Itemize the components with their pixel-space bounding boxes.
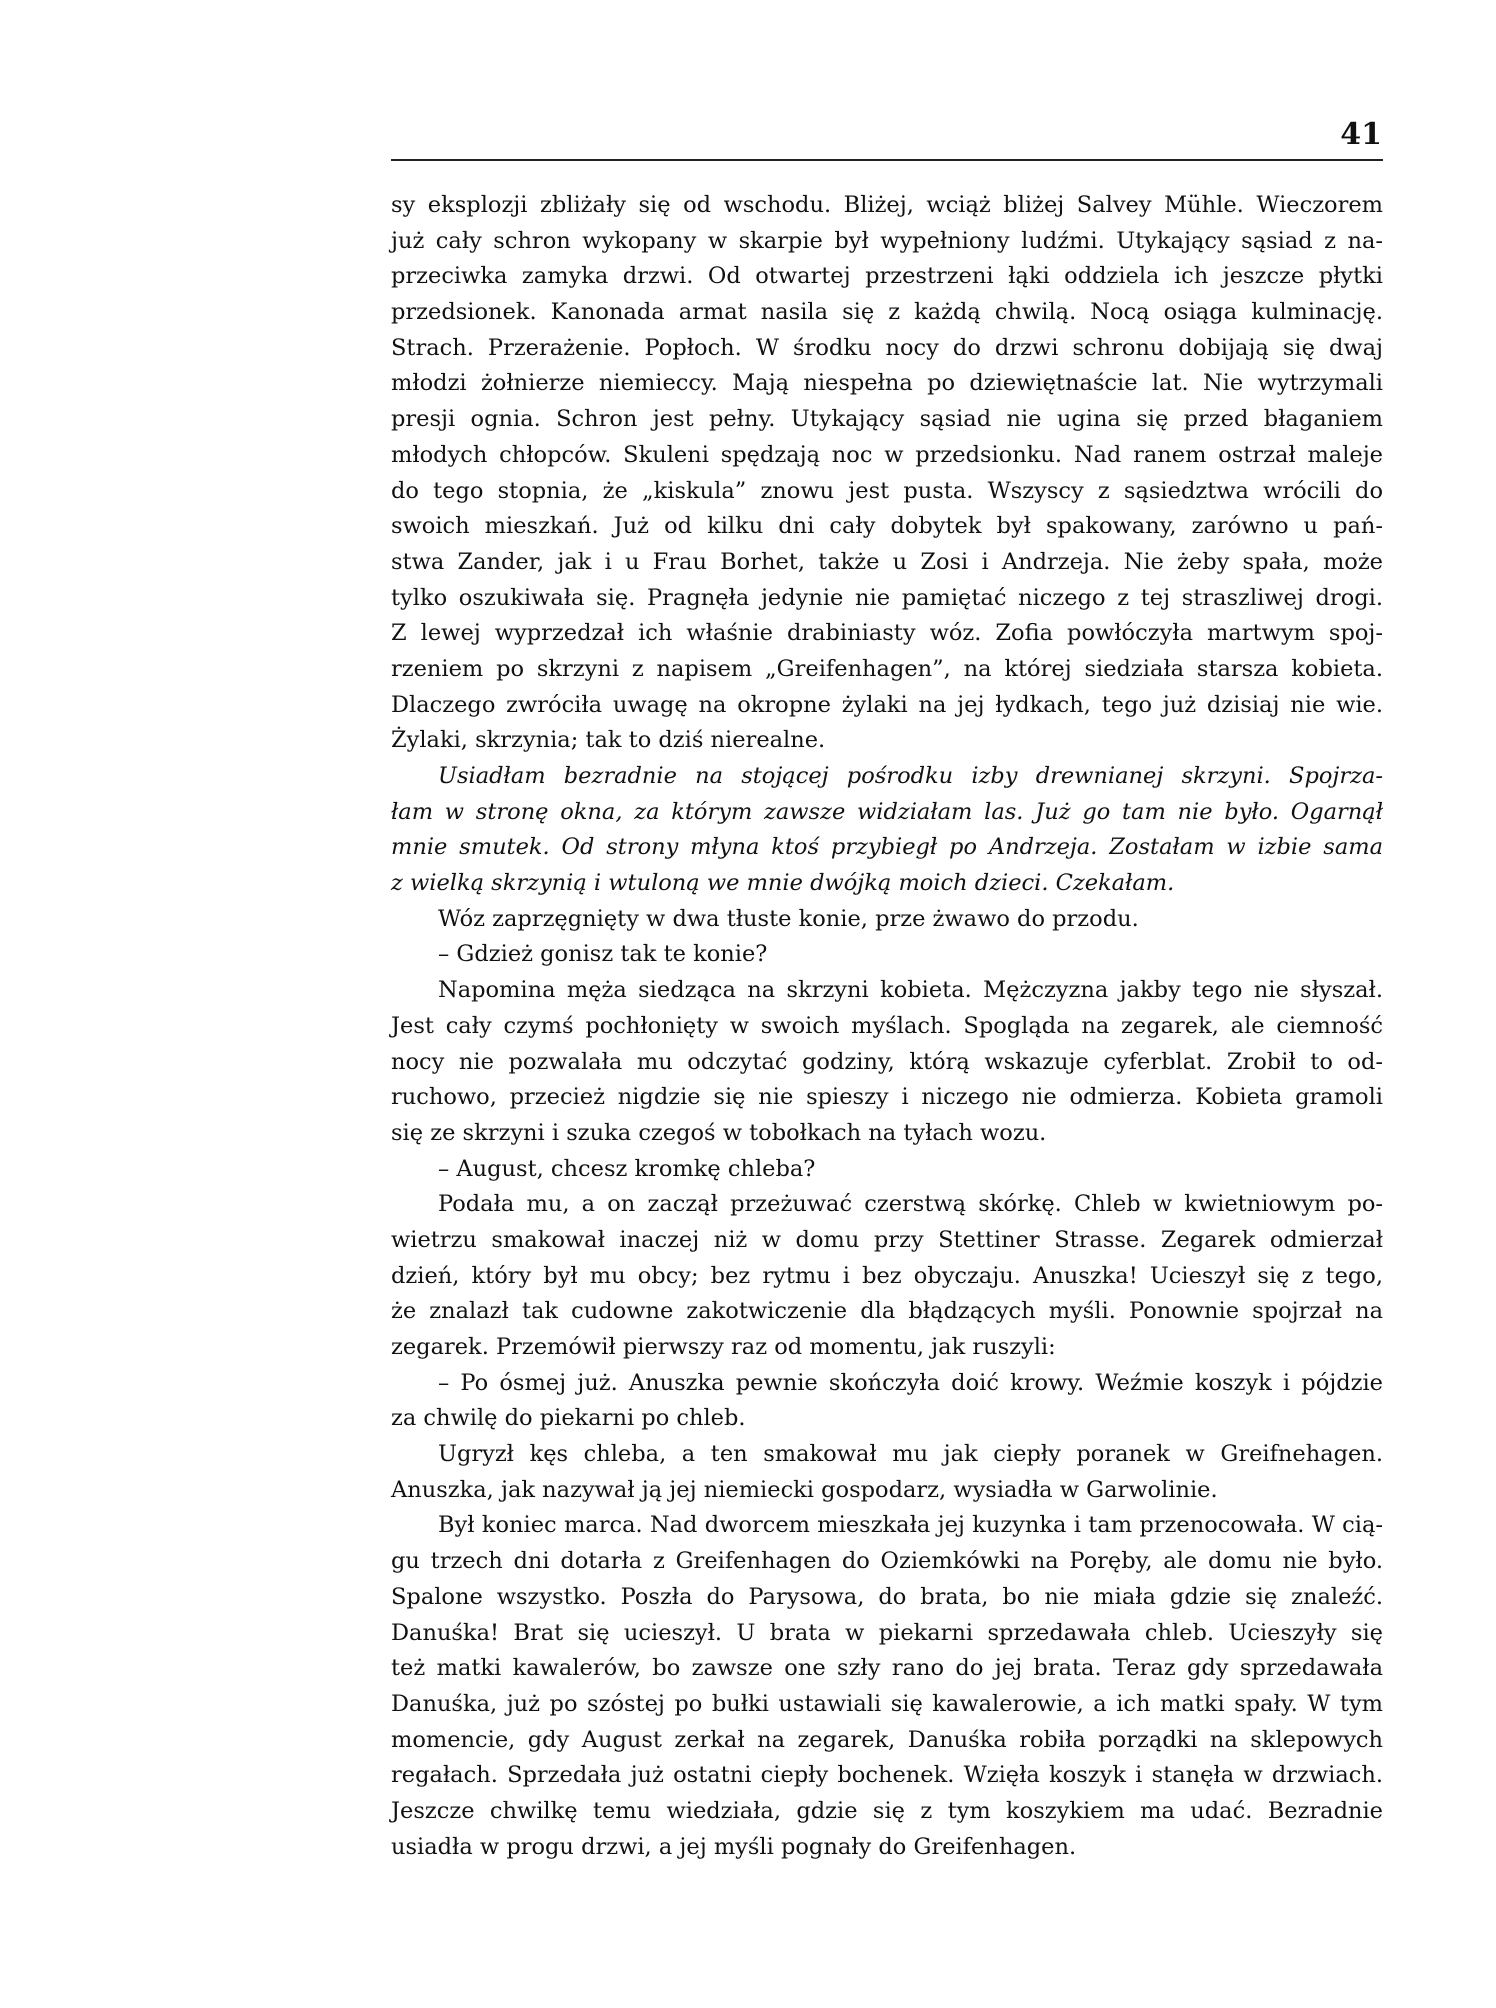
text-line: że znalazł tak cudowne zakotwiczenie dla błądzących myśli. Ponownie spojrzał na <box>391 1298 1383 1325</box>
text-line: – Po ósmej już. Anuszka pewnie skończyła doić krowy. Weźmie koszyk i pójdzie <box>438 1369 1383 1396</box>
text-line: wietrzu smakował inaczej niż w domu przy Stettiner Strasse. Zegarek odmierzał <box>391 1226 1383 1253</box>
page-number: 41 <box>1340 117 1382 152</box>
text-line: młodzi żołnierze niemieccy. Mają niespełna po dziewiętnaście lat. Nie wytrzymali <box>391 370 1383 397</box>
text-line: zegarek. Przemówił pierwszy raz od momentu, jak ruszyli: <box>391 1334 1056 1360</box>
text-line: młodych chłopców. Skuleni spędzają noc w przedsionku. Nad ranem ostrzał maleje <box>391 441 1383 468</box>
text-line: przedsionek. Kanonada armat nasila się z każdą chwilą. Nocą osiąga kulminację. <box>391 299 1383 326</box>
text-line: Spalone wszystko. Poszła do Parysowa, do brata, bo nie miała gdzie się znaleźć. <box>391 1583 1383 1610</box>
text-line: dzień, który był mu obcy; bez rytmu i bez obyczaju. Anuszka! Ucieszył się z tego, <box>391 1262 1383 1289</box>
text-line: Dlaczego zwróciła uwagę na okropne żylaki na jej łydkach, tego już dzisiaj nie wie. <box>391 691 1383 718</box>
text-line: nocy nie pozwalała mu odczytać godziny, którą wskazuje cyferblat. Zrobił to od- <box>391 1048 1383 1075</box>
text-line: przeciwka zamyka drzwi. Od otwartej przestrzeni łąki oddziela ich jeszcze płytki <box>391 263 1383 290</box>
text-line: Jeszcze chwilkę temu wiedziała, gdzie się z tym koszykiem ma udać. Bezradnie <box>391 1797 1383 1824</box>
text-line: Napomina męża siedząca na skrzyni kobieta. Mężczyzna jakby tego nie słyszał. <box>438 977 1383 1004</box>
text-line: się ze skrzyni i szuka czegoś w tobołkach na tyłach wozu. <box>391 1119 1047 1146</box>
header-rule <box>391 159 1383 161</box>
text-line: już cały schron wykopany w skarpie był wypełniony ludźmi. Utykający sąsiad z na- <box>391 227 1383 254</box>
text-line: Strach. Przerażenie. Popłoch. W środku nocy do drzwi schronu dobijają się dwaj <box>391 334 1383 361</box>
text-line: – August, chcesz kromkę chleba? <box>438 1155 816 1182</box>
text-line: sy eksplozji zbliżały się od wschodu. Bliżej, wciąż bliżej Salvey Mühle. Wieczorem <box>391 192 1383 218</box>
text-line: Danuśka, już po szóstej po bułki ustawiali się kawalerowie, a ich matki spały. W tym <box>391 1690 1383 1717</box>
text-line: stwa Zander, jak i u Frau Borhet, także u Zosi i Andrzeja. Nie żeby spała, może <box>391 548 1383 575</box>
text-line: usiadła w progu drzwi, a jej myśli pognały do Greifenhagen. <box>391 1833 1077 1860</box>
text-line: Podała mu, a on zaczął przeżuwać czerstwą skórkę. Chleb w kwietniowym po- <box>438 1191 1383 1218</box>
text-line: gu trzech dni dotarła z Greifenhagen do Oziemkówki na Poręby, ale domu nie było. <box>391 1548 1383 1575</box>
text-line: regałach. Sprzedała już ostatni ciepły bochenek. Wzięła koszyk i stanęła w drzwiach. <box>391 1762 1383 1789</box>
text-line: Z lewej wyprzedzał ich właśnie drabiniasty wóz. Zofia powłóczyła martwym spoj- <box>391 620 1383 647</box>
text-line: mnie smutek. Od strony młyna ktoś przybiegł po Andrzeja. Zostałam w izbie sama <box>391 834 1383 861</box>
text-line: Wóz zaprzęgnięty w dwa tłuste konie, prze żwawo do przodu. <box>438 905 1139 932</box>
text-line: – Gdzież gonisz tak te konie? <box>438 941 768 968</box>
text-line: Był koniec marca. Nad dworcem mieszkała jej kuzynka i tam przenocowała. W cią- <box>438 1512 1383 1539</box>
text-line: rzeniem po skrzyni z napisem „Greifenhagen”, na której siedziała starsza kobieta. <box>391 655 1383 682</box>
text-line: też matki kawalerów, bo zawsze one szły rano do jej brata. Teraz gdy sprzedawała <box>391 1655 1383 1682</box>
text-line: Ugryzł kęs chleba, a ten smakował mu jak ciepły poranek w Greifnehagen. <box>438 1441 1383 1468</box>
text-line: momencie, gdy August zerkał na zegarek, Danuśka robiła porządki na sklepowych <box>391 1726 1383 1753</box>
body-text <box>391 188 1383 1865</box>
text-line: Usiadłam bezradnie na stojącej pośrodku izby drewnianej skrzyni. Spojrza- <box>438 763 1383 789</box>
text-line: Anuszka, jak nazywał ją jej niemiecki gospodarz, wysiadła w Garwolinie. <box>391 1476 1218 1503</box>
text-line: ruchowo, przecież nigdzie się nie spieszy i niczego nie odmierza. Kobieta gramoli <box>391 1084 1383 1111</box>
text-line: za chwilę do piekarni po chleb. <box>391 1405 746 1432</box>
text-line: Żylaki, skrzynia; tak to dziś nierealne. <box>391 727 826 754</box>
text-line: łam w stronę okna, za którym zawsze widziałam las. Już go tam nie było. Ogarnął <box>391 798 1383 825</box>
text-line: presji ognia. Schron jest pełny. Utykający sąsiad nie ugina się przed błaganiem <box>391 406 1383 433</box>
text-line: tylko oszukiwała się. Pragnęła jedynie nie pamiętać niczego z tej straszliwej drogi. <box>391 584 1383 611</box>
text-line: Danuśka! Brat się ucieszył. U brata w piekarni sprzedawała chleb. Ucieszyły się <box>391 1619 1383 1646</box>
text-line: swoich mieszkań. Już od kilku dni cały dobytek był spakowany, zarówno u pań- <box>391 513 1383 540</box>
text-line: do tego stopnia, że „kiskula” znowu jest pusta. Wszyscy z sąsiedztwa wrócili do <box>391 477 1383 504</box>
text-line: z wielką skrzynią i wtuloną we mnie dwójką moich dzieci. Czekałam. <box>391 870 1175 897</box>
text-line: Jest cały czymś pochłonięty w swoich myślach. Spogląda na zegarek, ale ciemność <box>391 1012 1383 1039</box>
